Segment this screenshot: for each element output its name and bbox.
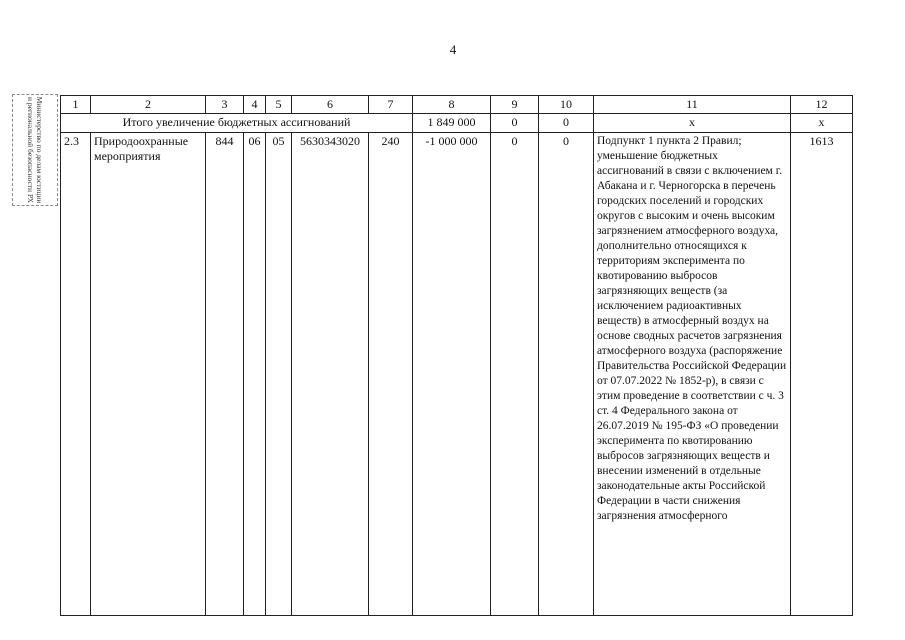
stamp-text: Министерство по делам юстиции и региональной безопасности РХ: [26, 96, 44, 204]
row-c9: 0: [491, 133, 539, 616]
total-row: [61, 114, 853, 133]
header-cell: 7: [369, 96, 413, 114]
row-description: Подпункт 1 пункта 2 Правил; уменьшение бюджетных ассигнований в связи с включением г. Абакана и г. Черногорска в перечень городских поселений и городских округов с высоким и очень высоким загрязнением атмосферного воздуха, дополнительно относящихся к территориям эксперимента по квотированию выбросов загрязняющих веществ (за исключением радиоактивных веществ) в атмосферный воздух на основе сводных расчетов загрязнения атмосферного воздуха (распоряжение Правительства Российской Федерации от 07.07.2022 № 1852-р), в связи с этим проведение в соответствии с ч. 3 ст. 4 Федерального закона от 26.07.2019 № 195-ФЗ «О проведении эксперимента по квотированию выбросов загрязняющих веществ и внесении изменений в отдельные законодательные акты Российской Федерации в части снижения загрязнения атмосферного: [594, 133, 791, 616]
header-cell: 5: [266, 96, 292, 114]
row-c3: 844: [206, 133, 244, 616]
page-number: 4: [449, 42, 457, 57]
header-cell: 11: [594, 96, 791, 114]
header-cell: 10: [539, 96, 594, 114]
budget-table: [60, 95, 853, 616]
total-col10: 0: [539, 114, 594, 133]
header-cell: 8: [413, 96, 491, 114]
row-c5: 05: [266, 133, 292, 616]
row-number: 2.3: [61, 133, 91, 616]
row-name: Природоохранные мероприятия: [91, 133, 206, 616]
header-row: [61, 96, 853, 114]
row-c4: 06: [244, 133, 266, 616]
header-cell: 3: [206, 96, 244, 114]
row-c10: 0: [539, 133, 594, 616]
row-c12: 1613: [791, 133, 853, 616]
total-col9: 0: [491, 114, 539, 133]
table-row: [61, 133, 853, 616]
total-col12: x: [791, 114, 853, 133]
total-col11: x: [594, 114, 791, 133]
row-c6: 5630343020: [292, 133, 369, 616]
total-label: Итого увеличение бюджетных ассигнований: [61, 114, 413, 133]
header-cell: 12: [791, 96, 853, 114]
header-cell: 2: [91, 96, 206, 114]
registration-stamp: [12, 94, 58, 206]
row-c7: 240: [369, 133, 413, 616]
header-cell: 1: [61, 96, 91, 114]
header-cell: 4: [244, 96, 266, 114]
header-cell: 9: [491, 96, 539, 114]
header-cell: 6: [292, 96, 369, 114]
total-col8: 1 849 000: [413, 114, 491, 133]
row-c8: -1 000 000: [413, 133, 491, 616]
